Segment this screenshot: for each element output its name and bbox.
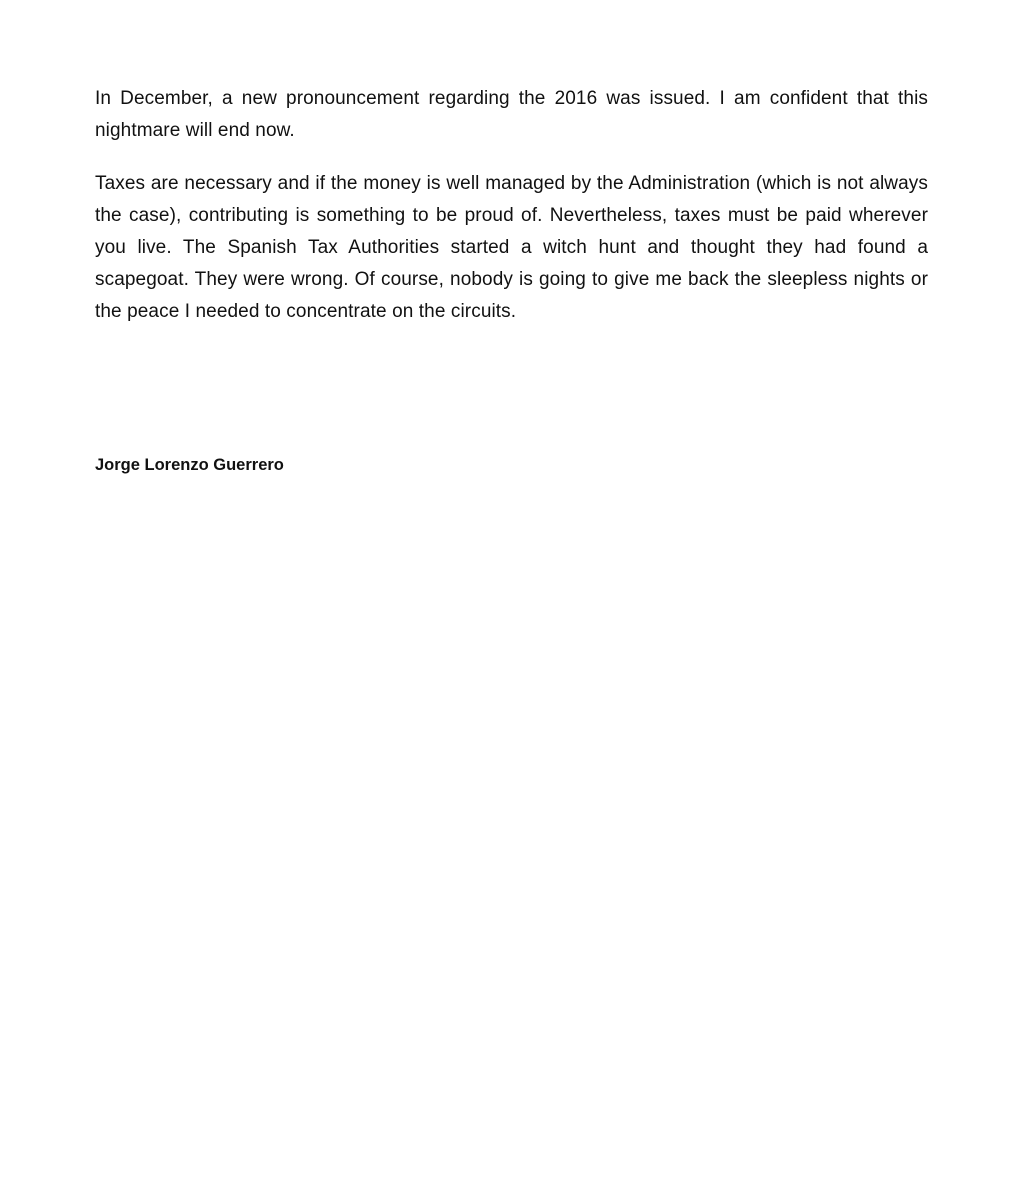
- signature-name: Jorge Lorenzo Guerrero: [95, 456, 284, 474]
- paragraph-taxes: Taxes are necessary and if the money is well managed by the Administration (which is not always the case), contributing is something to be proud of. Nevertheless, taxes must be paid wherever you live. The Spanish Tax Authorities started a witch hunt and thought they had found a scapegoat. They were wrong. Of course, nobody is going to give me back the sleepless nights or the peace I needed to concentrate on the circuits.: [95, 173, 928, 322]
- paragraph-december-pronouncement: In December, a new pronouncement regarding the 2016 was issued. I am confident that this nightmare will end now.: [95, 88, 928, 141]
